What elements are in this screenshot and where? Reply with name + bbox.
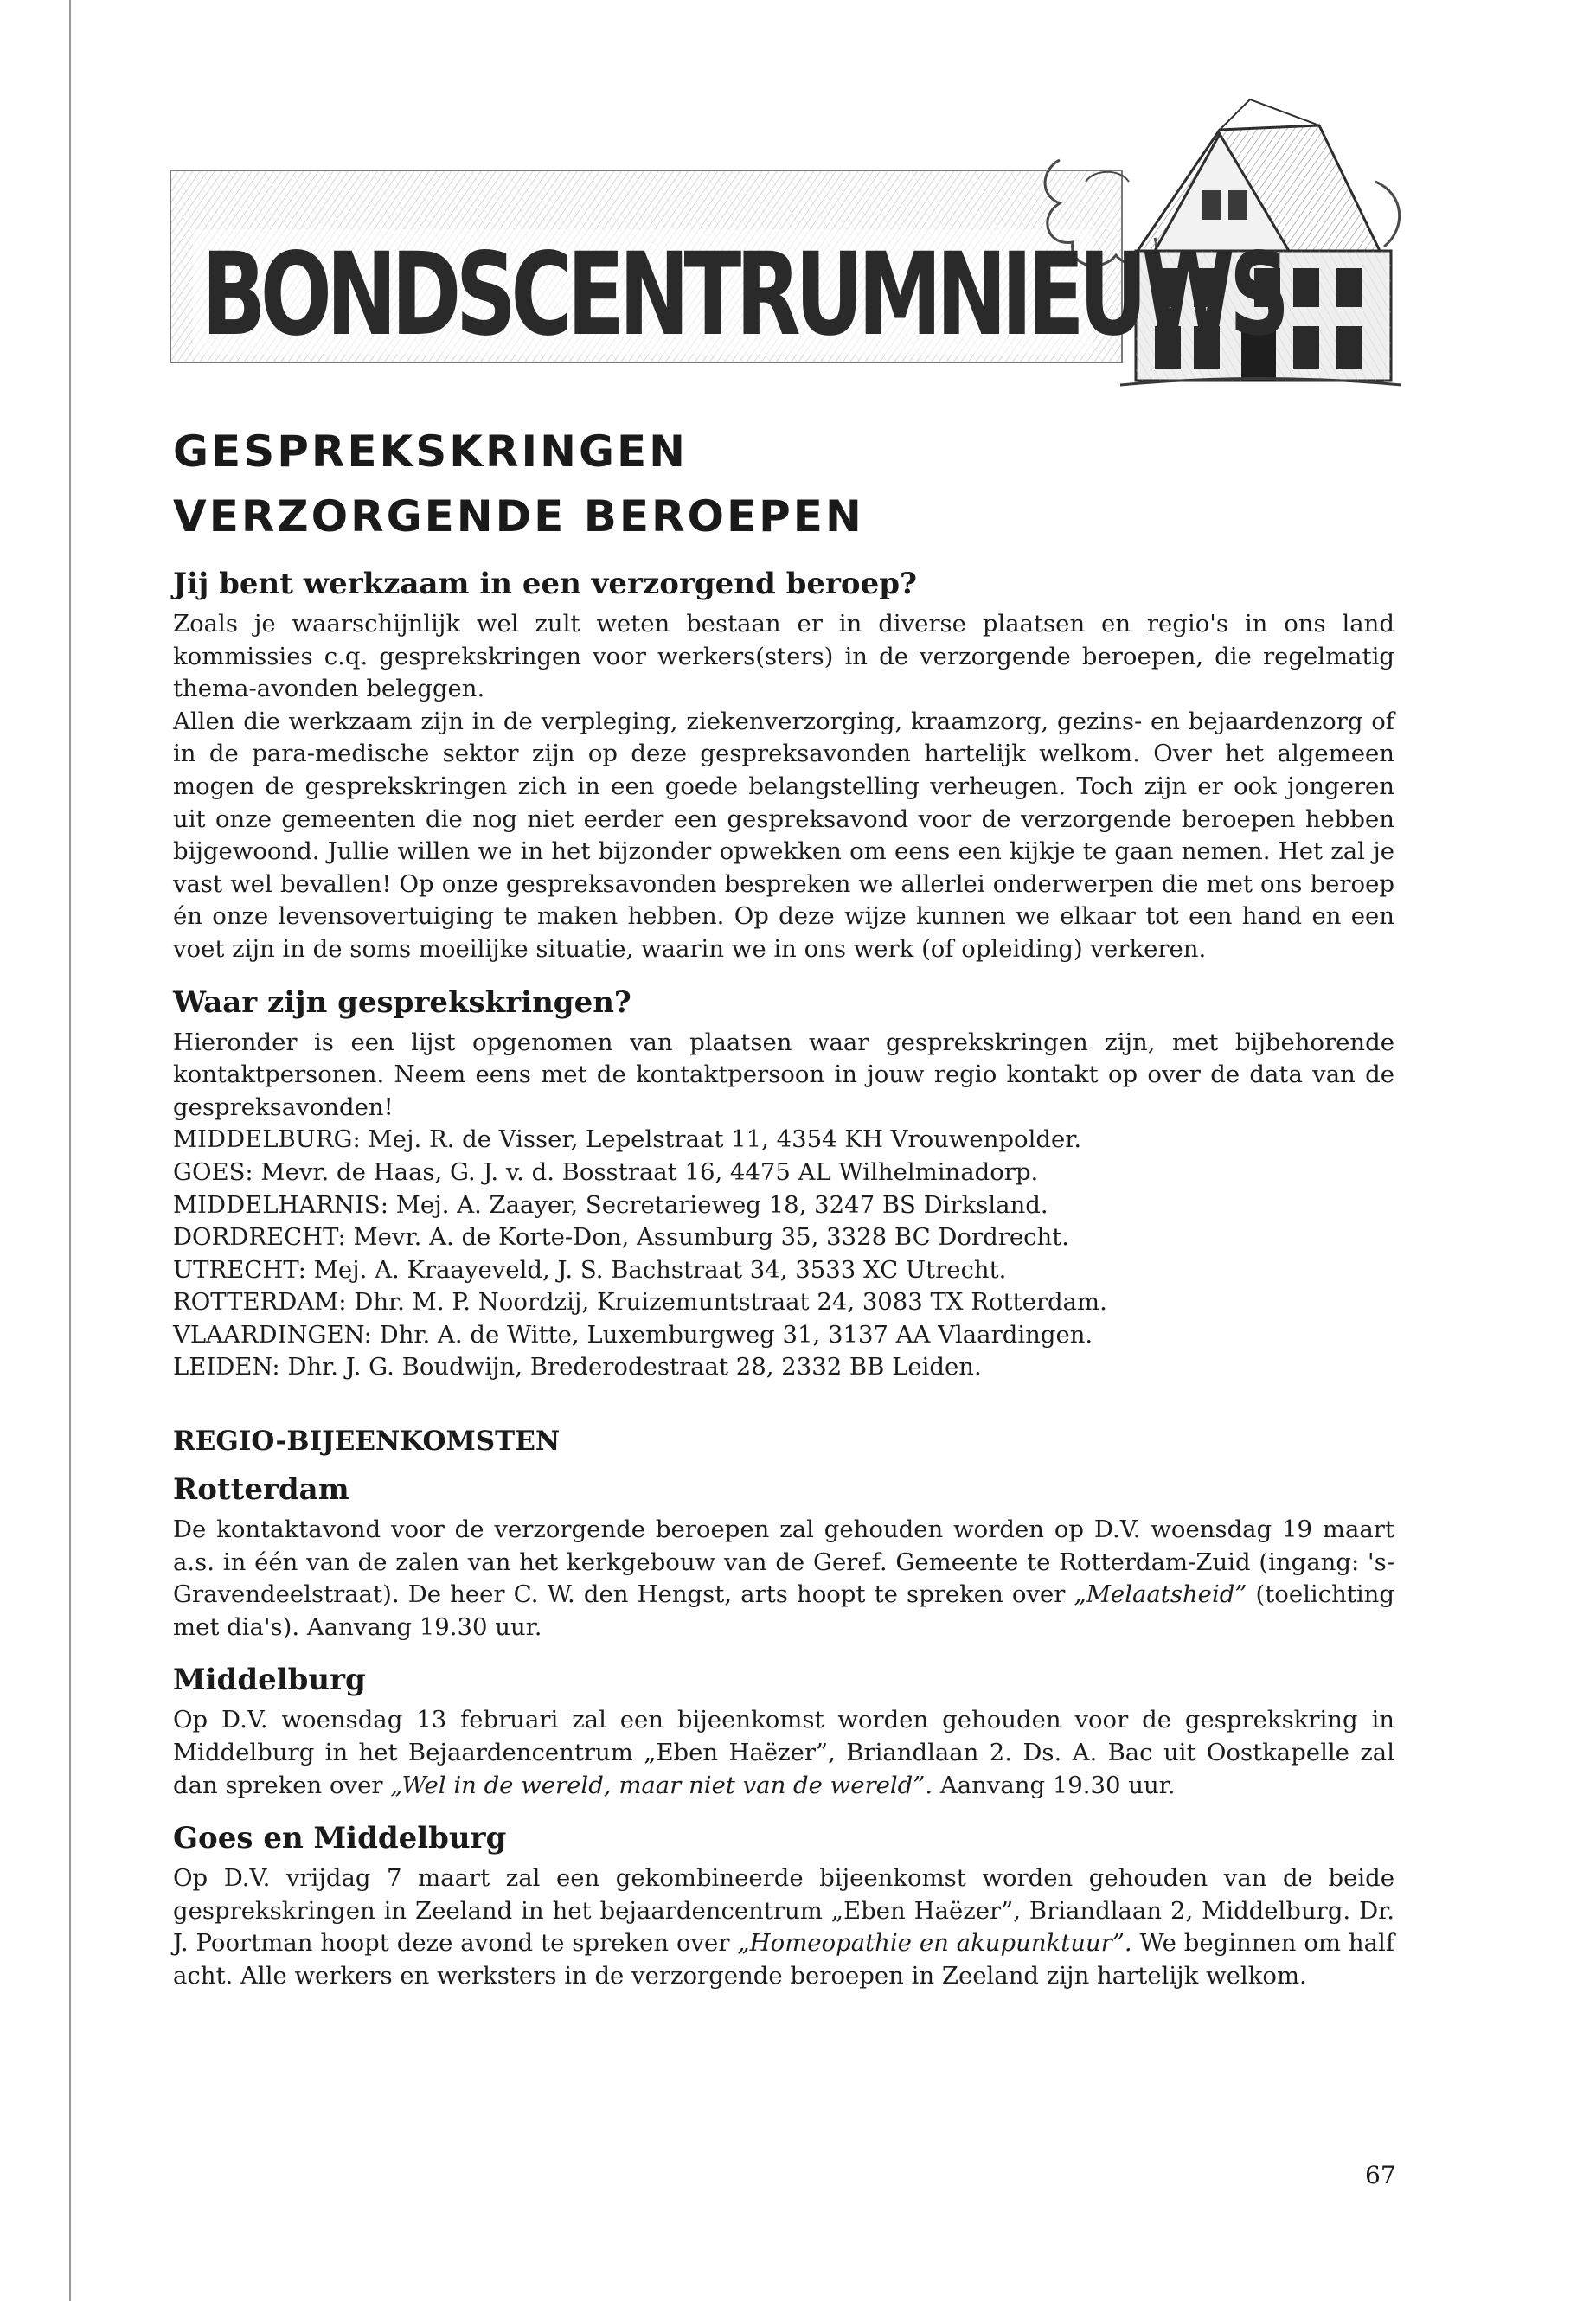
article-title-line-1: GESPREKSKRINGEN [173, 426, 688, 477]
meeting-text: Op D.V. woensdag 13 februari zal een bijeenkomst worden gehouden voor de gesprekskring in Middelburg in het Bejaardencentrum „Eben Haëzer”, Briandlaan 2. Ds. A. Bac uit Oostkapelle zal dan spreken over [173, 1706, 1394, 1799]
meeting-topic: „Wel in de wereld, maar niet van de wereld”. [390, 1771, 933, 1799]
banner-header [169, 99, 1406, 398]
meeting-place-heading: Goes en Middelburg [173, 1821, 507, 1856]
contact-list [173, 1124, 1394, 1384]
regio-heading: REGIO-BIJEENKOMSTEN [173, 1426, 561, 1458]
contact-item: DORDRECHT: Mevr. A. de Korte-Don, Assumburg 35, 3328 BC Dordrecht. [173, 1223, 1070, 1252]
contact-item: ROTTERDAM: Dhr. M. P. Noordzij, Kruizemuntstraat 24, 3083 TX Rotterdam. [173, 1288, 1107, 1317]
meeting-place-heading: Rotterdam [173, 1472, 349, 1508]
meeting-paragraph [173, 1514, 1394, 1644]
contact-item: GOES: Mevr. de Haas, G. J. v. d. Bosstraat 16, 4475 AL Wilhelminadorp. [173, 1157, 1039, 1186]
page-number: 67 [1365, 2161, 1396, 2189]
meeting-text: Aanvang 19.30 uur. [933, 1771, 1176, 1799]
contact-item: UTRECHT: Mej. A. Kraayeveld, J. S. Bachstraat 34, 3533 XC Utrecht. [173, 1255, 1007, 1284]
contact-item: VLAARDINGEN: Dhr. A. de Witte, Luxemburgweg 31, 3137 AA Vlaardingen. [173, 1320, 1093, 1349]
meeting-paragraph [173, 1704, 1394, 1802]
meeting-text: Op D.V. vrijdag 7 maart zal een gekombineerde bijeenkomst worden gehouden van de beide gesprekskringen in Zeeland in het bejaardencentrum „Eben Haëzer”, Briandlaan 2, Middelburg. Dr. J. Poortman hoopt deze avond te spreken over [173, 1864, 1394, 1958]
binding-edge [69, 0, 71, 2301]
meeting-topic: „Melaatsheid” [1074, 1580, 1247, 1609]
meeting-paragraph [173, 1862, 1394, 1992]
meeting-text: (toelichting met dia's). Aanvang 19.30 uur. [173, 1580, 1394, 1641]
section-heading: Waar zijn gesprekskringen? [173, 984, 631, 1020]
banner-title: BONDSCENTRUMNIEUWS [202, 228, 1285, 362]
meeting-place-heading: Middelburg [173, 1663, 366, 1698]
contact-item: MIDDELHARNIS: Mej. A. Zaayer, Secretarieweg 18, 3247 BS Dirksland. [173, 1190, 1048, 1219]
meeting-topic: „Homeopathie en akupunktuur”. [737, 1929, 1132, 1958]
article-body [173, 420, 1394, 1993]
paragraph: Hieronder is een lijst opgenomen van plaatsen waar gesprekskringen zijn, met bijbehorende kontaktpersonen. Neem eens met de kontaktpersoon in jouw regio kontakt op over de data van de gespreksavonden! [173, 1028, 1394, 1121]
meeting-text: De kontaktavond voor de verzorgende beroepen zal gehouden worden op D.V. woensdag 19 maart a.s. in één van de zalen van het kerkgebouw van de Geref. Gemeente te Rotterdam-Zuid (ingang: 's-Gravendeelstraat). De heer C. W. den Hengst, arts hoopt te spreken over [173, 1516, 1394, 1609]
meeting-text: We beginnen om half acht. Alle werkers en werksters in de verzorgende beroepen in Zeeland zijn hartelijk welkom. [173, 1929, 1395, 1990]
section-heading: Jij bent werkzaam in een verzorgend beroep? [173, 567, 917, 601]
paragraph: Allen die werkzaam zijn in de verpleging, ziekenverzorging, kraamzorg, gezins- en bejaardenzorg of in de para-medische sektor zijn op deze gespreksavonden hartelijk welkom. Over het algemeen mogen de gesprekskringen zich in een goede belangstelling verheugen. Toch zijn er ook jongeren uit onze gemeenten die nog niet eerder een gespreksavond voor de verzorgende beroepen hebben bijgewoond. Jullie willen we in het bijzonder opwekken om eens een kijkje te gaan nemen. Het zal je vast wel bevallen! Op onze gespreksavonden bespreken we allerlei onderwerpen die met ons beroep én onze levensovertuiging te maken hebben. Op deze wijze kunnen we elkaar tot een hand en een voet zijn in de soms moeilijke situatie, waarin we in ons werk (of opleiding) verkeren. [173, 707, 1394, 963]
contact-item: LEIDEN: Dhr. J. G. Boudwijn, Brederodestraat 28, 2332 BB Leiden. [173, 1353, 982, 1381]
contact-item: MIDDELBURG: Mej. R. de Visser, Lepelstraat 11, 4354 KH Vrouwenpolder. [173, 1125, 1082, 1154]
paragraph: Zoals je waarschijnlijk wel zult weten bestaan er in diverse plaatsen en regio's in ons land kommissies c.q. gesprekskringen voor werkers(sters) in de verzorgende beroepen, die regelmatig thema-avonden beleggen. [173, 610, 1394, 703]
article-title-line-2: VERZORGENDE BEROEPEN [173, 491, 864, 542]
